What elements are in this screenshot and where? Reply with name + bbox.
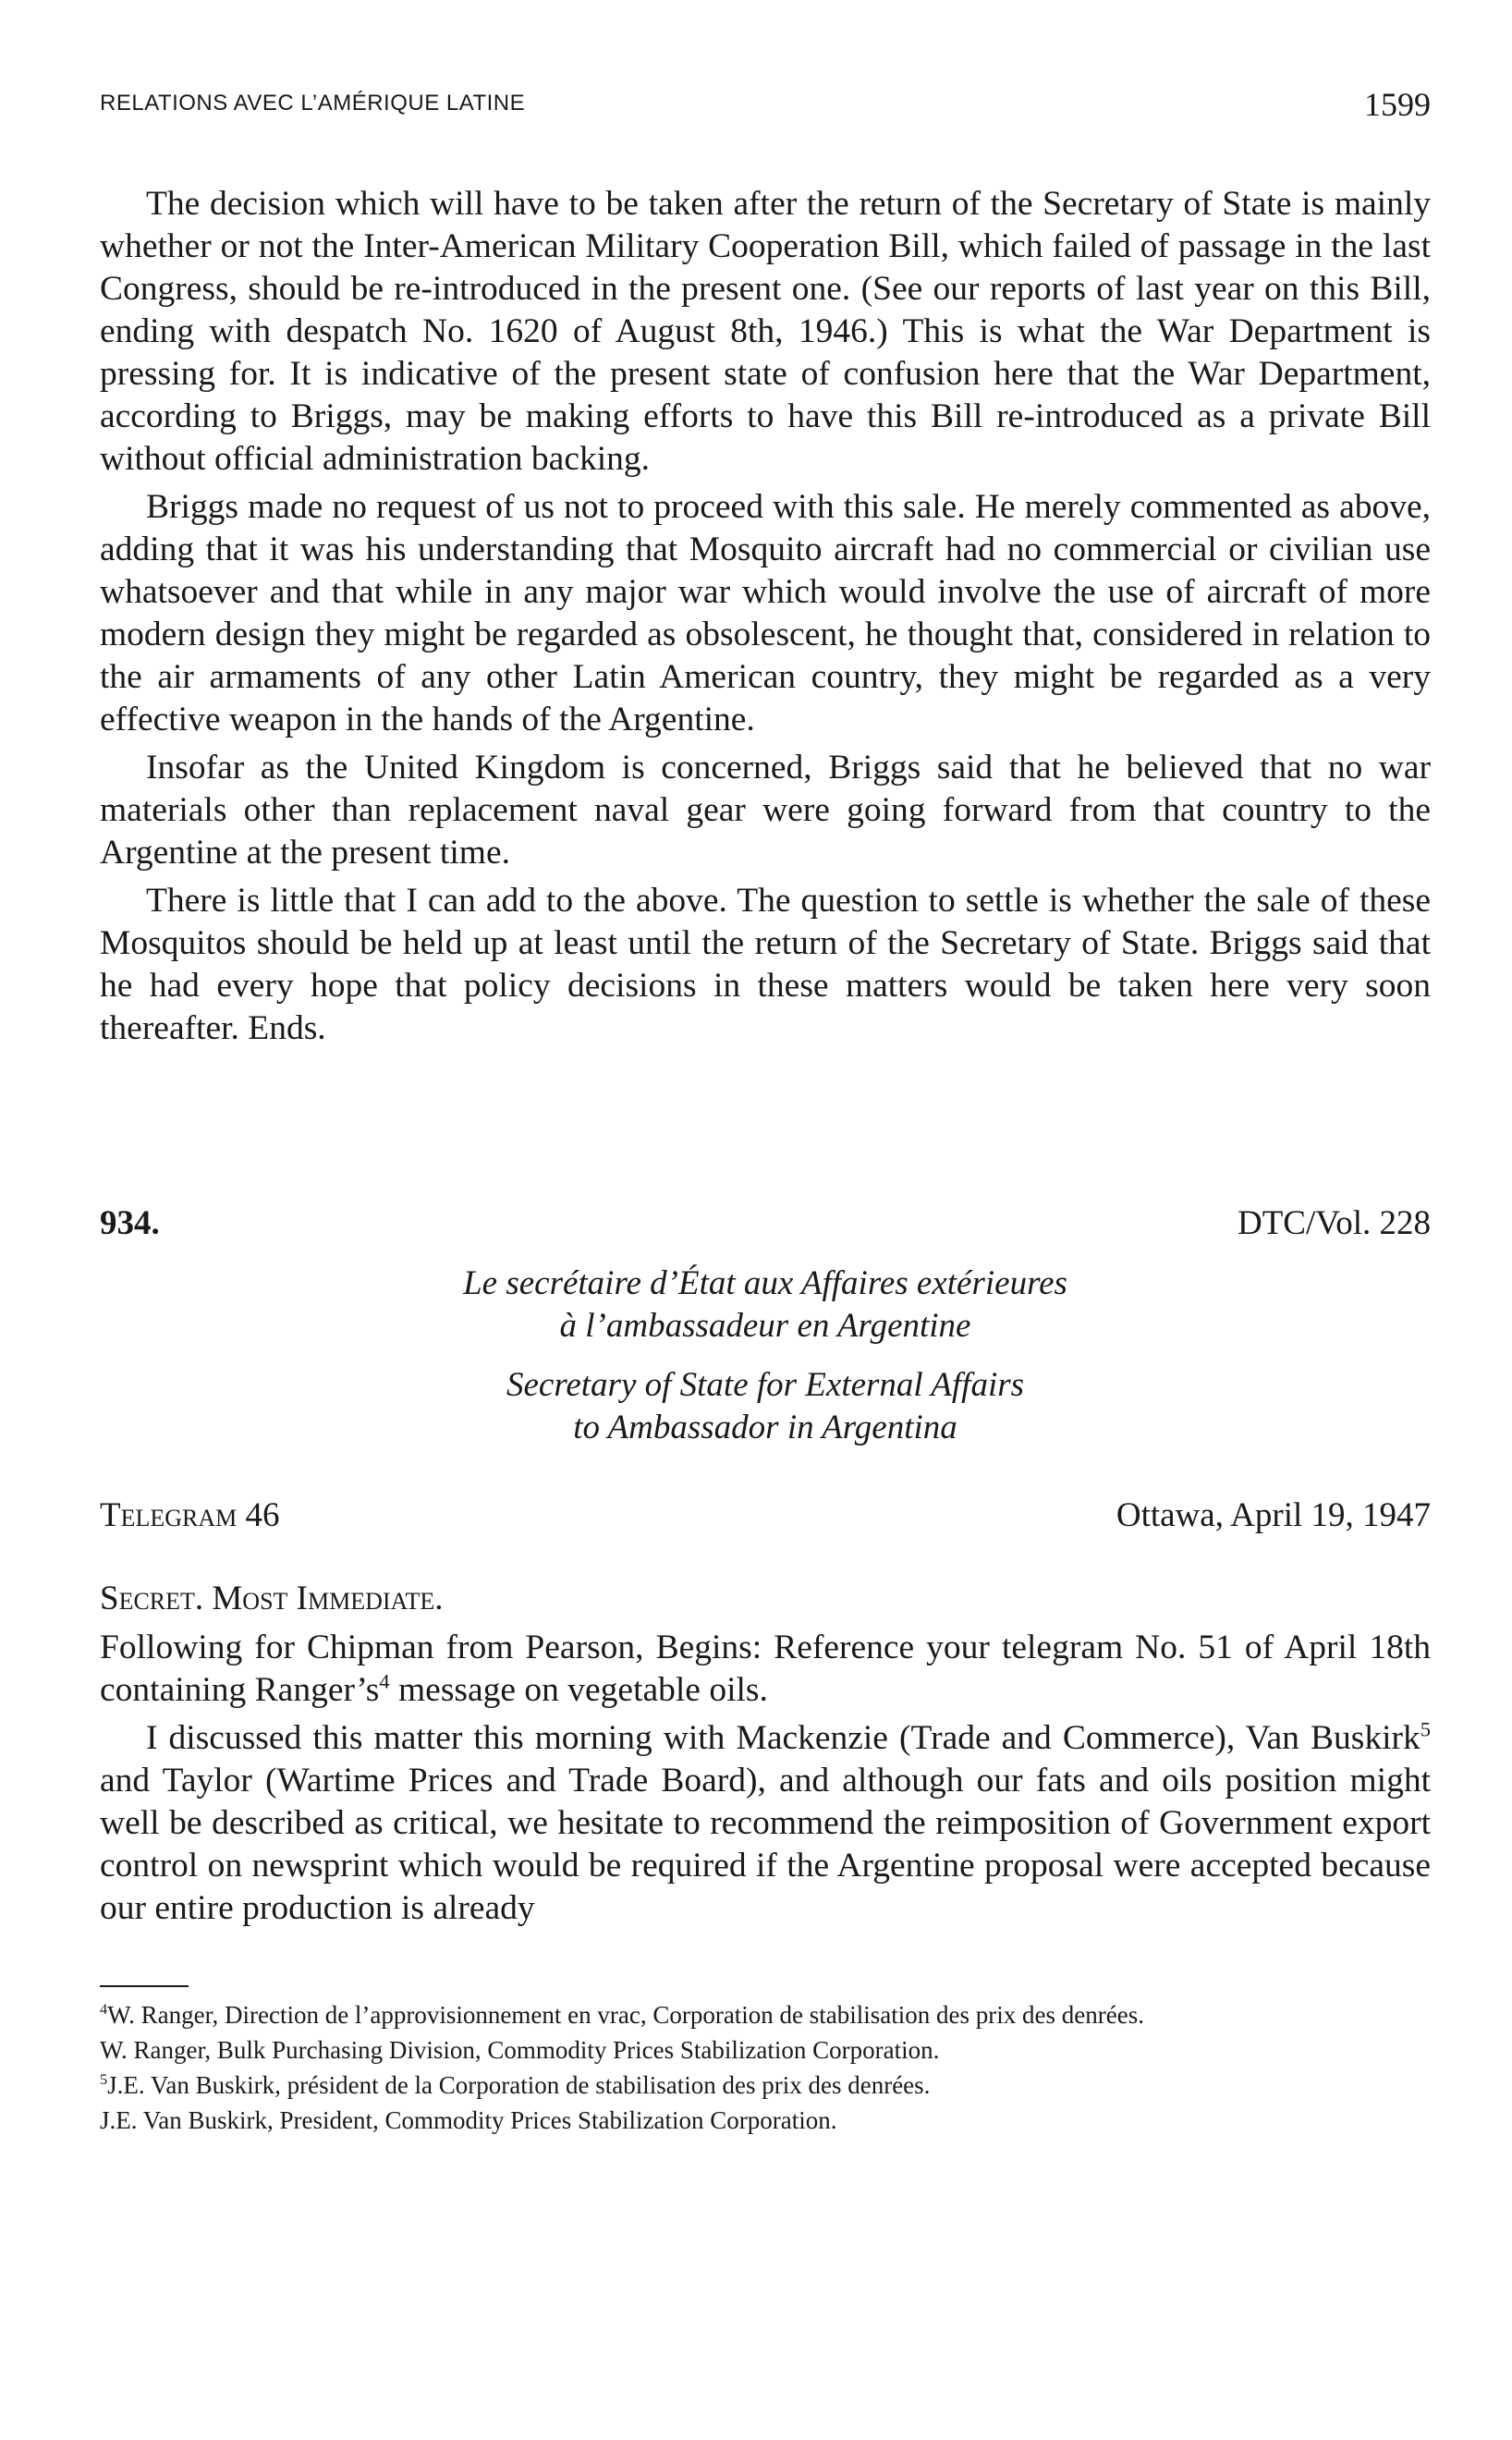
footnote-text: W. Ranger, Bulk Purchasing Division, Commodity Prices Stabilization Corporation. [100, 2036, 940, 2064]
telegram-label: Telegram 46 [100, 1496, 280, 1534]
paragraph-text: I discussed this matter this morning with Mackenzie (Trade and Commerce), Van Buskirk [146, 1719, 1421, 1757]
footnotes [100, 2000, 1431, 2141]
footnote-marker: 5 [100, 2071, 108, 2088]
paragraph-text: message on vegetable oils. [389, 1671, 768, 1709]
archive-reference: DTC/Vol. 228 [1237, 1204, 1431, 1242]
paragraph-text: Following for Chipman from Pearson, Begins: Reference your telegram No. 51 of April 18th containing Ranger’s [100, 1629, 1431, 1709]
footnote-ref: 4 [379, 1669, 390, 1693]
document-page [100, 0, 1431, 2440]
paragraph-text: and Taylor (Wartime Prices and Trade Board), and although our fats and oils position might well be described as critical, we hesitate to recommend the reimposition of Government export control on newsprint which would be required if the Argentine proposal were accepted because our entire production is already [100, 1762, 1431, 1927]
addressee-line: to Ambassador in Argentina [573, 1409, 957, 1446]
footnote-text: J.E. Van Buskirk, President, Commodity Prices Stabilization Corporation. [100, 2106, 837, 2134]
addressee-line: à l’ambassadeur en Argentine [559, 1307, 971, 1345]
security-classification: Secret. Most Immediate. [100, 1580, 444, 1617]
footnote-ref: 5 [1420, 1717, 1431, 1741]
place-and-date: Ottawa, April 19, 1947 [1116, 1496, 1431, 1534]
footnote-text: J.E. Van Buskirk, président de la Corporation de stabilisation des prix des denrées. [107, 2071, 931, 2099]
paragraph: Briggs made no request of us not to proceed with this sale. He merely commented as above, adding that it was his understanding that Mosquito aircraft had no commercial or civilian use whatsoever and that while in any major war which would involve the use of aircraft of more modern design they might be regarded as obsolescent, he thought that, considered in relation to the air armaments of any other Latin American country, they might be regarded as a very effective weapon in the hands of the Argentine. [100, 488, 1431, 738]
footnote [100, 2035, 1431, 2065]
document-heading [100, 1203, 1431, 1244]
running-header [100, 85, 1431, 122]
footnote [100, 2000, 1431, 2030]
footnote-divider [100, 1985, 189, 1987]
paragraph [100, 1627, 1431, 1712]
paragraph: The decision which will have to be taken after the return of the Secretary of State is mainly whether or not the Inter-American Military Cooperation Bill, which failed of passage in the last Congress, should be re-introduced in the present one. (See our reports of last year on this Bill, ending with despatch No. 1620 of August 8th, 1946.) This is what the War Department is pressing for. It is indicative of the present state of confusion here that the War Department, according to Briggs, may be making efforts to have this Bill re-introduced as a private Bill without official administration backing. [100, 185, 1431, 478]
paragraph [100, 1717, 1431, 1930]
addressee-english [100, 1364, 1431, 1449]
continuation-text [100, 183, 1431, 1055]
running-title: RELATIONS AVEC L’AMÉRIQUE LATINE [100, 91, 526, 116]
paragraph: Insofar as the United Kingdom is concerned, Briggs said that he believed that no war materials other than replacement naval gear were going forward from that country to the Argentine at the present time. [100, 749, 1431, 872]
addressee-line: Le secrétaire d’État aux Affaires extérieures [463, 1264, 1067, 1302]
telegram-line [100, 1495, 1431, 1538]
addressee-line: Secretary of State for External Affairs [506, 1366, 1025, 1404]
footnote-text: W. Ranger, Direction de l’approvisionnement en vrac, Corporation de stabilisation des prix des denrées. [107, 2001, 1144, 2029]
paragraph: There is little that I can add to the above. The question to settle is whether the sale of these Mosquitos should be held up at least until the return of the Secretary of State. Briggs said that he had every hope that policy decisions in these matters would be taken here very soon thereafter. Ends. [100, 882, 1431, 1047]
telegram-text [100, 1627, 1431, 1935]
page-number: 1599 [1364, 86, 1431, 123]
document-number: 934. [100, 1204, 160, 1242]
footnote [100, 2070, 1431, 2100]
addressee-french [100, 1263, 1431, 1348]
footnote-marker: 4 [100, 2001, 108, 2018]
footnote [100, 2105, 1431, 2135]
